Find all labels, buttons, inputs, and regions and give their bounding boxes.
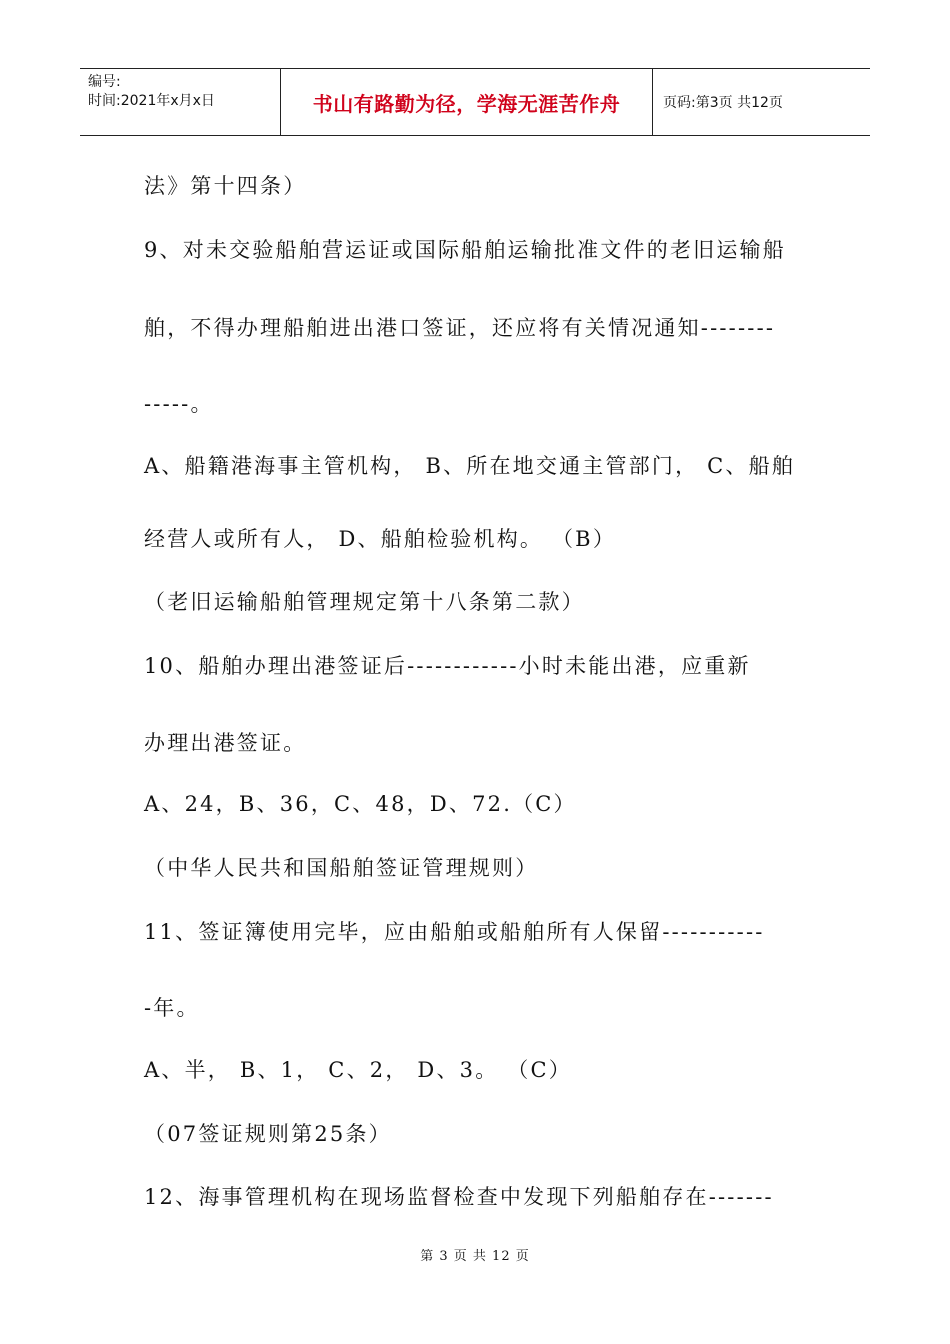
body-line: A、半， B、1， C、2， D、3。 （C）	[144, 1058, 572, 1082]
body-line: -----。	[144, 392, 214, 416]
header-meta	[80, 69, 281, 135]
body-line: -年。	[144, 996, 200, 1020]
body-line: 9、对未交验船舶营运证或国际船舶运输批准文件的老旧运输船	[144, 238, 786, 262]
header-page-info: 页码:第3页 共12页	[663, 95, 783, 111]
body-line: 舶，不得办理船舶进出港口签证，还应将有关情况通知--------	[144, 316, 776, 340]
body-line: A、船籍港海事主管机构， B、所在地交通主管部门， C、船舶	[144, 454, 796, 478]
body-line: 办理出港签证。	[144, 731, 307, 755]
body-line: 法》第十四条）	[144, 174, 307, 198]
body-line: 12、海事管理机构在现场监督检查中发现下列船舶存在-------	[144, 1185, 774, 1209]
body-line: 经营人或所有人， D、船舶检验机构。 （B）	[144, 527, 617, 551]
document-date-label: 时间:2021年x月x日	[88, 93, 215, 109]
document-number-label: 编号:	[88, 74, 121, 90]
body-line: 11、签证簿使用完毕，应由船舶或船舶所有人保留-----------	[144, 920, 765, 944]
body-line: （07签证规则第25条）	[144, 1122, 392, 1146]
body-line: （中华人民共和国船舶签证管理规则）	[144, 856, 539, 880]
body-line: （老旧运输船舶管理规定第十八条第二款）	[144, 590, 585, 614]
header-motto: 书山有路勤为径，学海无涯苦作舟	[281, 69, 653, 135]
body-line: 10、船舶办理出港签证后------------小时未能出港，应重新	[144, 654, 751, 678]
page-header	[80, 68, 870, 136]
page-footer: 第 3 页 共 12 页	[420, 1249, 530, 1264]
body-line: A、24，B、36，C、48，D、72.（C）	[144, 792, 577, 816]
